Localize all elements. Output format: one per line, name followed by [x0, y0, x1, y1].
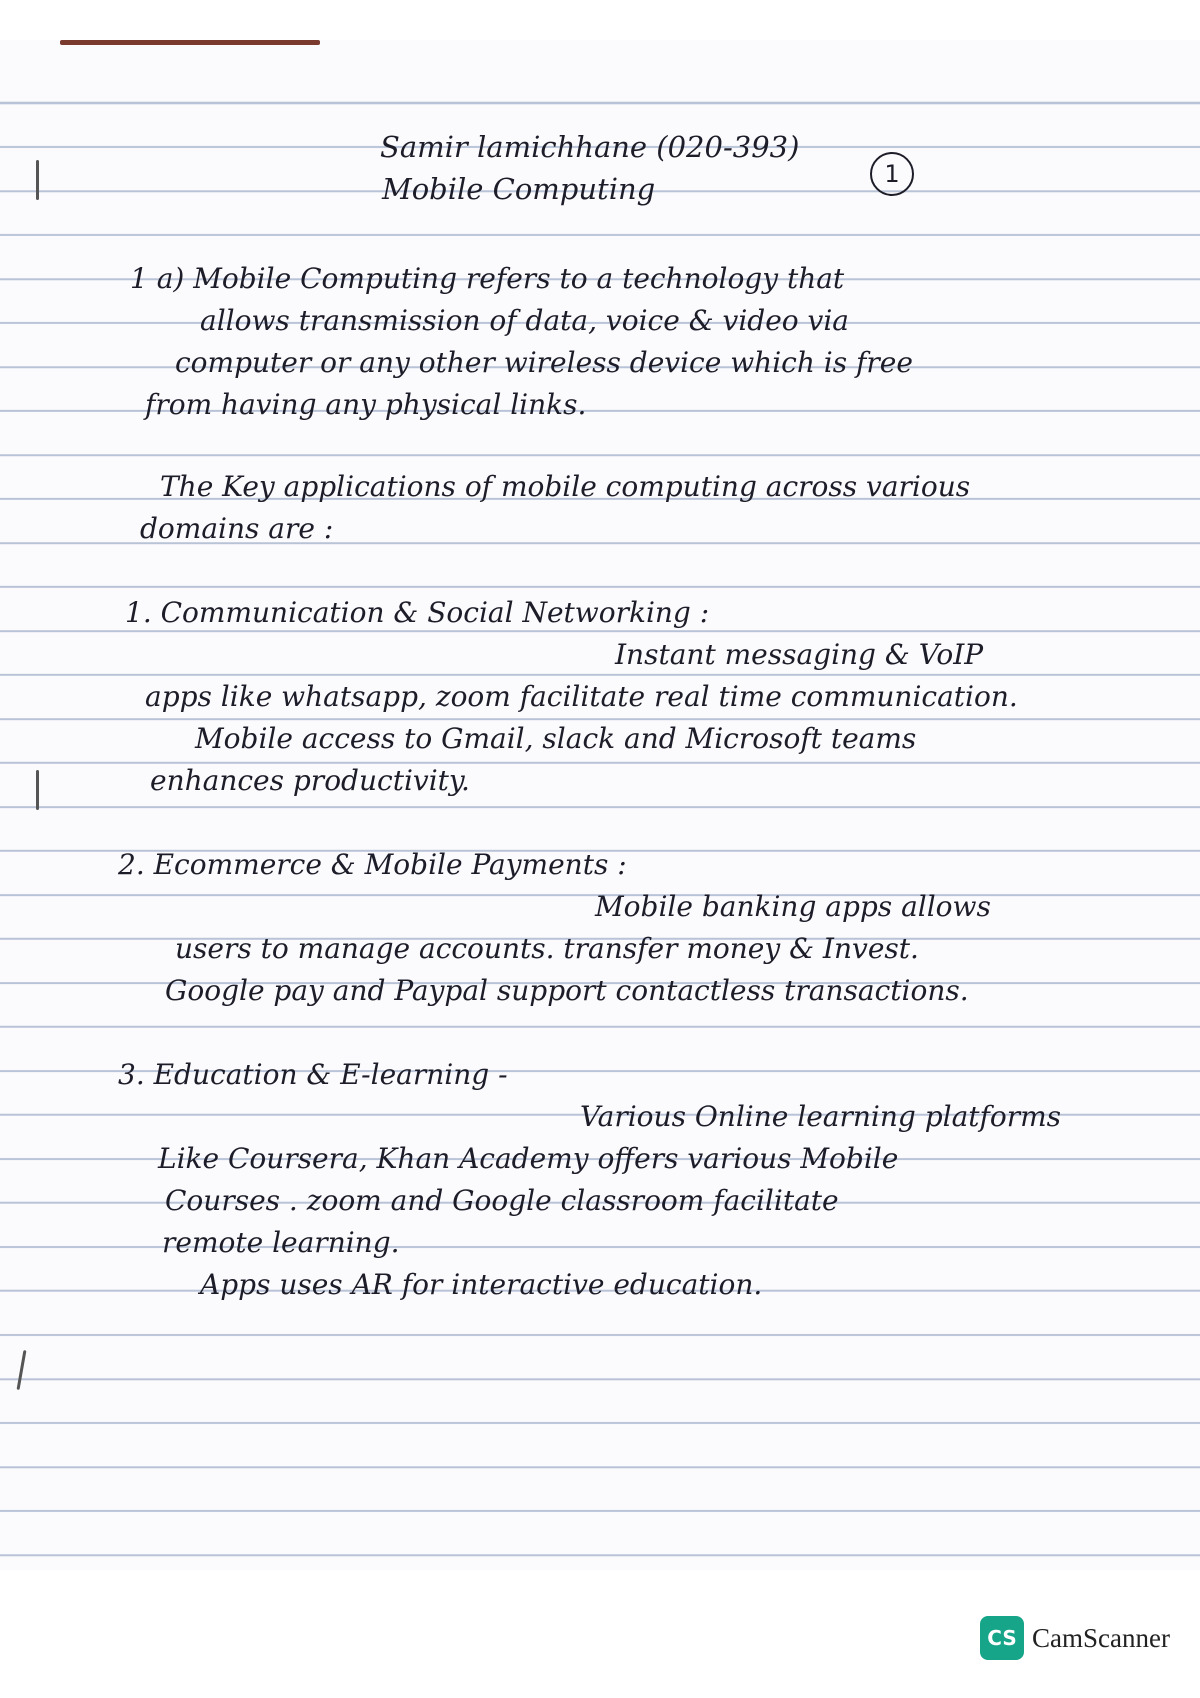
text-line: 1 a) Mobile Computing refers to a technology that [130, 262, 845, 295]
margin-mark [36, 770, 39, 810]
section-heading: 1. Communication & Social Networking : [125, 596, 710, 629]
text-line: computer or any other wireless device which is free [175, 346, 913, 379]
text-line: Courses . zoom and Google classroom facilitate [165, 1184, 839, 1217]
camscanner-watermark [980, 1615, 1170, 1661]
text-line: remote learning. [162, 1226, 400, 1259]
text-line: domains are : [140, 512, 334, 545]
text-line: apps like whatsapp, zoom facilitate real time communication. [145, 680, 1018, 713]
camscanner-brand: CamScanner [1032, 1622, 1170, 1653]
text-line: Like Coursera, Khan Academy offers various Mobile [158, 1142, 899, 1175]
text-line: users to manage accounts. transfer money & Invest. [175, 932, 919, 965]
text-line: Various Online learning platforms [580, 1100, 1062, 1133]
author-line: Samir lamichhane (020-393) [380, 130, 800, 164]
margin-mark [36, 160, 39, 200]
text-line: Google pay and Paypal support contactless transactions. [165, 974, 969, 1007]
section-heading: 3. Education & E-learning - [118, 1058, 508, 1091]
text-line: allows transmission of data, voice & video via [200, 304, 850, 337]
text-line: Mobile banking apps allows [595, 890, 991, 923]
section-heading: 2. Ecommerce & Mobile Payments : [118, 848, 627, 881]
text-line: Instant messaging & VoIP [615, 638, 984, 671]
camscanner-logo-icon: CS [980, 1616, 1024, 1660]
text-line: from having any physical links. [145, 388, 587, 421]
text-line: Mobile access to Gmail, slack and Microsoft teams [195, 722, 917, 755]
page-number: 1 [870, 152, 914, 196]
notebook-page [0, 40, 1200, 1570]
margin-mark [17, 1350, 27, 1390]
subject-line: Mobile Computing [382, 172, 656, 206]
torn-edge [60, 40, 320, 45]
text-line: enhances productivity. [150, 764, 470, 797]
text-line: Apps uses AR for interactive education. [200, 1268, 763, 1301]
text-line: The Key applications of mobile computing across various [160, 470, 971, 503]
